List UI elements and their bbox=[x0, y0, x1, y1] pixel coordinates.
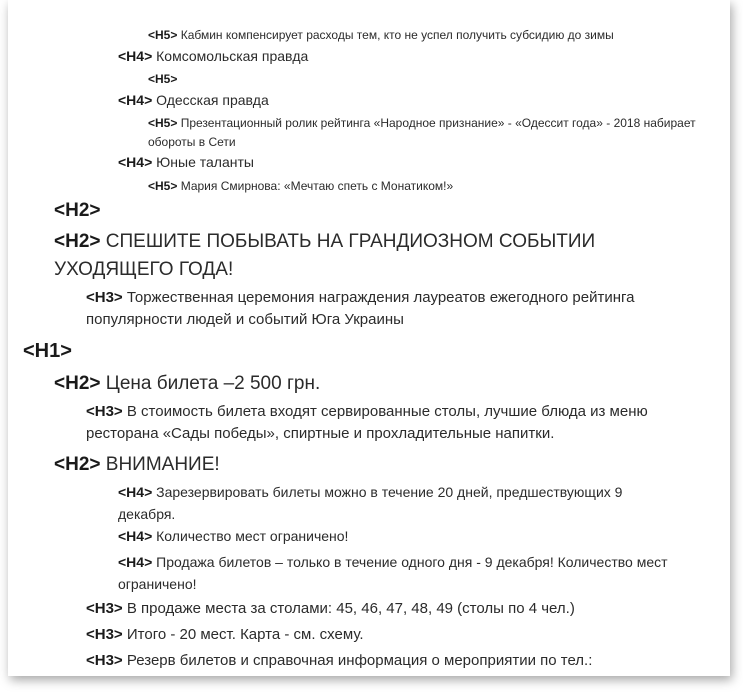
heading-text: Презентационный ролик рейтинга «Народное признание» - «Одессит года» - 2018 набирает обороты в Сети bbox=[148, 116, 696, 149]
outline-item bbox=[54, 197, 704, 225]
heading-tag: <H1> bbox=[23, 340, 72, 362]
heading-tag: <H2> bbox=[54, 373, 101, 394]
heading-tag: <H5> bbox=[148, 72, 178, 86]
outline-item bbox=[118, 45, 708, 67]
heading-tag: <H3> bbox=[86, 600, 123, 617]
outline-item bbox=[118, 151, 708, 173]
outline-item bbox=[54, 370, 704, 398]
heading-tag: <H2> bbox=[54, 200, 101, 221]
heading-tag: <H5> bbox=[148, 28, 178, 42]
heading-outline-panel bbox=[8, 0, 730, 676]
heading-tag: <H5> bbox=[148, 179, 178, 193]
heading-tag: <H3> bbox=[86, 626, 123, 643]
heading-text: Резерв билетов и справочная информация о мероприятии по тел.: bbox=[126, 652, 593, 669]
heading-text: Мария Смирнова: «Мечтаю спеть с Монатиком!» bbox=[180, 179, 454, 193]
heading-text: Кабмин компенсирует расходы тем, кто не успел получить субсидию до зимы bbox=[180, 28, 614, 42]
heading-tag: <H2> bbox=[54, 231, 101, 252]
heading-tag: <H4> bbox=[118, 554, 153, 570]
outline-item bbox=[118, 551, 718, 595]
outline-item bbox=[54, 451, 704, 479]
outline-item bbox=[148, 114, 708, 152]
outline-item bbox=[54, 228, 674, 284]
outline-item bbox=[148, 177, 718, 196]
outline-item bbox=[148, 70, 718, 89]
outline-item bbox=[86, 598, 706, 620]
outline-item bbox=[86, 624, 706, 646]
heading-text: Зарезервировать билеты можно в течение 20 дней, предшествующих 9 декабря. bbox=[118, 484, 623, 522]
outline-item bbox=[23, 340, 673, 363]
outline-item bbox=[86, 650, 706, 672]
heading-tag: <H4> bbox=[118, 528, 153, 544]
heading-text: Цена билета –2 500 грн. bbox=[105, 373, 321, 394]
heading-text: СПЕШИТЕ ПОБЫВАТЬ НА ГРАНДИОЗНОМ СОБЫТИИ УХОДЯЩЕГО ГОДА! bbox=[54, 231, 596, 280]
outline-item bbox=[148, 26, 718, 45]
heading-text: В продаже места за столами: 45, 46, 47, 48, 49 (столы по 4 чел.) bbox=[126, 600, 575, 617]
heading-text: ВНИМАНИЕ! bbox=[105, 454, 220, 475]
heading-tag: <H4> bbox=[118, 48, 153, 64]
heading-text: Торжественная церемония награждения лауреатов ежегодного рейтинга популярности людей и событий Юга Украины bbox=[86, 289, 635, 328]
heading-text: Продажа билетов – только в течение одного дня - 9 декабря! Количество мест ограничено! bbox=[118, 554, 668, 592]
heading-tag: <H2> bbox=[54, 454, 101, 475]
heading-tag: <H4> bbox=[118, 154, 153, 170]
heading-tag: <H3> bbox=[86, 652, 123, 669]
heading-tag: <H3> bbox=[86, 403, 123, 420]
heading-tag: <H4> bbox=[118, 92, 153, 108]
outline-item bbox=[118, 525, 708, 547]
outline-item bbox=[86, 287, 701, 331]
outline-item bbox=[118, 481, 678, 525]
heading-tag: <H5> bbox=[148, 116, 178, 130]
heading-text: Юные таланты bbox=[156, 154, 254, 170]
heading-text: Комсомольская правда bbox=[156, 48, 309, 64]
outline-item bbox=[86, 401, 706, 445]
heading-text: Одесская правда bbox=[156, 92, 269, 108]
outline-item bbox=[118, 89, 708, 111]
heading-text: Итого - 20 мест. Карта - см. схему. bbox=[126, 626, 364, 643]
heading-text: В стоимость билета входят сервированные столы, лучшие блюда из меню ресторана «Сады победы», спиртные и прохладительные напитки. bbox=[86, 403, 648, 442]
heading-tag: <H3> bbox=[86, 289, 123, 306]
heading-tag: <H4> bbox=[118, 484, 153, 500]
heading-text: Количество мест ограничено! bbox=[156, 528, 349, 544]
